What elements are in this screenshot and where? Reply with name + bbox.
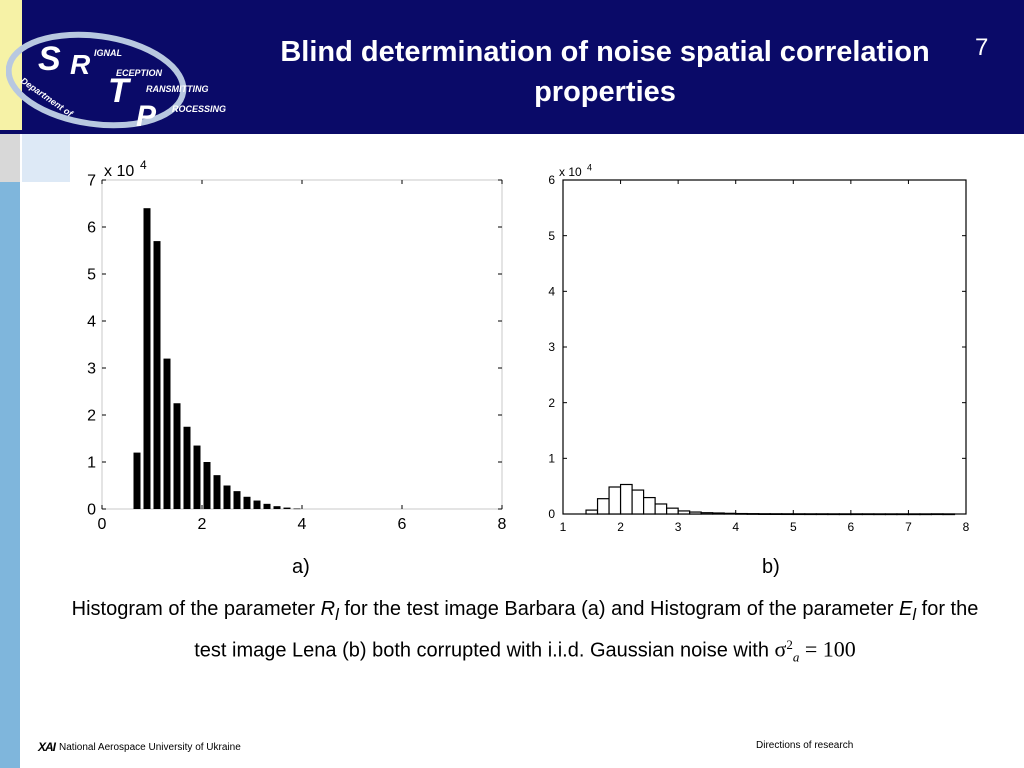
y-multiplier: x 10 [104,163,135,180]
histogram-bar [655,504,667,514]
label-a: a) [292,556,310,578]
x-tick-label: 6 [397,516,407,533]
caption-r-symbol: R [320,598,336,620]
histogram-bar [805,514,817,515]
histogram-bar [747,514,759,515]
y-tick-label: 5 [87,266,96,284]
footer-left [38,740,241,754]
x-tick-label: 4 [297,516,307,533]
sigma-superscript: 2 [786,637,793,652]
logo-p: P [136,100,157,133]
x-tick-label: 2 [617,520,624,534]
footer-section: Directions of research [756,740,854,751]
histogram-bar [828,514,840,515]
logo-s: S [38,40,61,78]
logo-ransmitting: RANSMITTING [146,84,209,94]
y-multiplier-exponent: 4 [587,162,593,173]
histogram-bar [609,487,621,514]
logo-eception: ECEPTION [116,68,163,78]
y-tick-label: 1 [548,451,555,466]
histogram-bar [690,512,702,514]
histogram-bar [621,484,633,514]
histogram-bar [667,508,679,514]
y-multiplier-exponent: 4 [140,157,147,172]
logo-t: T [108,72,129,110]
histogram-bar [632,490,644,514]
histogram-bar [931,514,943,515]
histogram-bar [839,514,851,515]
histogram-bar [644,498,656,514]
histogram-bar [736,514,748,515]
histogram-bar [908,514,920,515]
histogram-bar [701,513,713,514]
y-tick-label: 4 [87,313,96,331]
histogram-bar [770,514,782,515]
x-tick-label: 6 [847,520,855,534]
histogram-bar [897,514,909,515]
x-tick-label: 4 [732,520,740,534]
x-tick-label: 1 [559,520,567,534]
caption-part2: for the test image Barbara (a) and Histogram of the parameter [338,598,900,620]
x-tick-label: 8 [497,516,507,533]
y-tick-label: 0 [87,501,96,519]
y-tick-label: 0 [548,507,555,522]
xai-logo: XAI [38,740,56,754]
histogram-bar [885,514,897,515]
label-b: b) [762,556,780,578]
y-tick-label: 1 [87,454,96,472]
histogram-bar [713,513,725,514]
logo-ignal: IGNAL [94,48,122,58]
x-tick-label: 8 [962,520,970,534]
figure-caption [60,594,990,673]
y-tick-label: 3 [87,360,96,378]
histogram-bar [678,511,690,514]
y-tick-label: 5 [548,228,555,243]
caption-r-sub: l [335,605,339,624]
x-tick-label: 7 [905,520,912,534]
x-tick-label: 5 [789,520,797,534]
x-tick-label: 0 [97,516,107,533]
caption-e-symbol: E [899,598,913,620]
y-multiplier: x 10 [559,165,582,179]
page-number: 7 [975,34,989,61]
y-tick-label: 2 [87,407,96,425]
caption-e-sub: l [912,605,917,624]
y-tick-label: 3 [548,340,555,355]
histogram-bar [598,499,610,514]
histogram-bar [586,510,598,514]
histogram-bar [862,514,874,515]
logo-dept: Department of [18,75,75,119]
caption-part3: for the test image Lena (b) both corrupted with i.i.d. Gaussian noise with [194,598,979,662]
histogram-bar [920,514,932,515]
logo-r: R [70,49,91,80]
histogram-bar [874,514,886,515]
slide-title: Blind determination of noise spatial correlation properties [280,36,930,108]
y-tick-label: 7 [87,172,96,190]
caption-part1: Histogram of the parameter [71,598,321,620]
plot-frame [563,180,966,514]
histogram-bar [782,514,794,515]
histogram-bar [724,513,736,514]
x-tick-label: 3 [674,520,682,534]
histogram-bar [851,514,863,515]
histogram-bar [943,514,955,515]
sigma-subscript: a [792,649,800,665]
footer-university: National Aerospace University of Ukraine [59,741,241,753]
y-tick-label: 6 [87,219,96,237]
logo-rocessing: ROCESSING [172,104,227,114]
histogram-bar [759,514,771,515]
sigma-symbol: σ [774,636,787,662]
y-tick-label: 2 [548,395,555,410]
y-tick-label: 6 [548,173,555,188]
histogram-bar [816,514,828,515]
x-tick-label: 2 [197,516,207,533]
histogram-bar [793,514,805,515]
y-tick-label: 4 [548,284,555,299]
sigma-equation: = 100 [799,636,856,662]
